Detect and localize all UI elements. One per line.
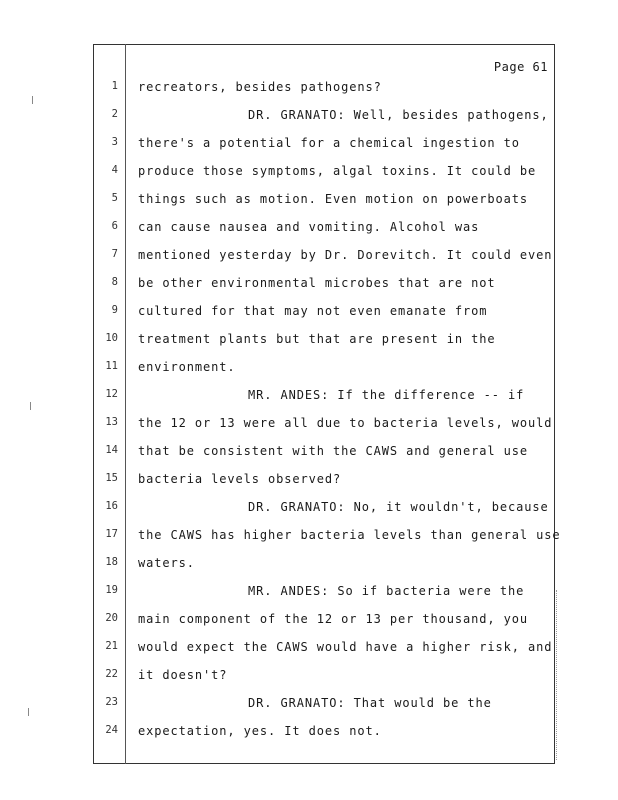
line-text: waters. [138, 556, 195, 570]
line-number: 17 [105, 528, 118, 540]
line-number: 8 [111, 276, 118, 288]
transcript-line [0, 696, 618, 714]
transcript-line [0, 192, 618, 210]
line-text: it doesn't? [138, 668, 228, 682]
line-number: 9 [111, 304, 118, 316]
line-number: 5 [111, 192, 118, 204]
transcript-line [0, 80, 618, 98]
line-text: treatment plants but that are present in the [138, 332, 496, 346]
line-text: DR. GRANATO: That would be the [248, 696, 492, 710]
line-text: can cause nausea and vomiting. Alcohol was [138, 220, 480, 234]
line-number: 6 [111, 220, 118, 232]
transcript-line [0, 584, 618, 602]
line-text: DR. GRANATO: No, it wouldn't, because [248, 500, 549, 514]
transcript-line [0, 444, 618, 462]
transcript-line [0, 556, 618, 574]
transcript-line [0, 276, 618, 294]
line-number: 10 [105, 332, 118, 344]
line-text: recreators, besides pathogens? [138, 80, 382, 94]
transcript-line [0, 472, 618, 490]
line-text: things such as motion. Even motion on powerboats [138, 192, 528, 206]
transcript-line [0, 164, 618, 182]
transcript-line [0, 332, 618, 350]
line-number: 14 [105, 444, 118, 456]
transcript-line [0, 304, 618, 322]
line-number: 19 [105, 584, 118, 596]
line-number: 12 [105, 388, 118, 400]
line-number: 15 [105, 472, 118, 484]
line-number: 2 [111, 108, 118, 120]
transcript-line [0, 640, 618, 658]
transcript-line [0, 220, 618, 238]
line-text: that be consistent with the CAWS and general use [138, 444, 528, 458]
line-number: 7 [111, 248, 118, 260]
line-number: 4 [111, 164, 118, 176]
line-number: 18 [105, 556, 118, 568]
line-number: 3 [111, 136, 118, 148]
transcript-line [0, 360, 618, 378]
line-text: cultured for that may not even emanate from [138, 304, 488, 318]
transcript-line [0, 500, 618, 518]
line-number: 16 [105, 500, 118, 512]
line-number: 21 [105, 640, 118, 652]
line-number: 24 [105, 724, 118, 736]
line-number: 22 [105, 668, 118, 680]
line-text: the CAWS has higher bacteria levels than general use [138, 528, 561, 542]
line-text: MR. ANDES: So if bacteria were the [248, 584, 525, 598]
line-text: expectation, yes. It does not. [138, 724, 382, 738]
line-text: would expect the CAWS would have a higher risk, and [138, 640, 553, 654]
transcript-line [0, 668, 618, 686]
line-text: there's a potential for a chemical ingestion to [138, 136, 520, 150]
line-text: MR. ANDES: If the difference -- if [248, 388, 525, 402]
line-number: 23 [105, 696, 118, 708]
line-number: 1 [111, 80, 118, 92]
line-text: be other environmental microbes that are not [138, 276, 496, 290]
transcript-line [0, 528, 618, 546]
line-text: mentioned yesterday by Dr. Dorevitch. It could even [138, 248, 553, 262]
transcript-line [0, 724, 618, 742]
transcript-line [0, 612, 618, 630]
line-number: 11 [105, 360, 118, 372]
line-text: produce those symptoms, algal toxins. It could be [138, 164, 537, 178]
transcript-line [0, 108, 618, 126]
transcript-line [0, 248, 618, 266]
page-number: Page 61 [493, 60, 548, 74]
transcript-line [0, 416, 618, 434]
transcript-line [0, 388, 618, 406]
line-text: main component of the 12 or 13 per thousand, you [138, 612, 528, 626]
line-number: 20 [105, 612, 118, 624]
line-text: the 12 or 13 were all due to bacteria levels, would [138, 416, 553, 430]
line-number: 13 [105, 416, 118, 428]
transcript-line [0, 136, 618, 154]
line-text: bacteria levels observed? [138, 472, 342, 486]
line-text: DR. GRANATO: Well, besides pathogens, [248, 108, 549, 122]
line-text: environment. [138, 360, 236, 374]
